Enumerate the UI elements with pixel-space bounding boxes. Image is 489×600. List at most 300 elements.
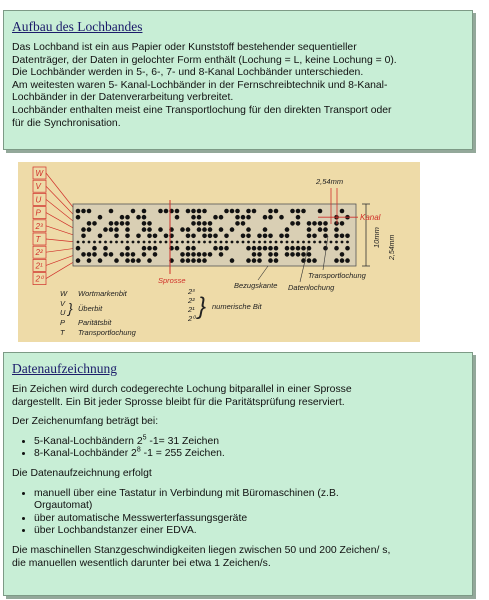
data-hole bbox=[274, 209, 279, 214]
transport-hole bbox=[291, 241, 294, 244]
transport-hole bbox=[198, 241, 201, 244]
data-hole bbox=[103, 252, 108, 257]
data-hole bbox=[175, 209, 180, 214]
data-hole bbox=[257, 258, 262, 263]
track-label: 2⁰ bbox=[35, 274, 44, 284]
data-hole bbox=[186, 227, 191, 232]
data-hole bbox=[197, 215, 202, 220]
data-hole bbox=[131, 258, 136, 263]
data-hole bbox=[219, 252, 224, 257]
data-hole bbox=[114, 227, 119, 232]
data-hole bbox=[268, 258, 273, 263]
transport-hole bbox=[264, 241, 267, 244]
data-hole bbox=[109, 227, 114, 232]
track-label: 2² bbox=[35, 248, 43, 258]
text-line: Die Lochbänder werden in 5-, 6-, 7- und 8-Kanal Lochbänder unterschieden. bbox=[12, 67, 364, 79]
paragraph bbox=[12, 468, 464, 481]
text-line: Lochbänder enthalten meist eine Transportlochung für den direkten Transport oder bbox=[12, 104, 392, 116]
track-label: U bbox=[35, 195, 42, 205]
transport-hole bbox=[236, 241, 239, 244]
transport-hole bbox=[220, 241, 223, 244]
data-hole bbox=[147, 258, 152, 263]
data-hole bbox=[98, 234, 103, 239]
data-hole bbox=[268, 246, 273, 251]
transport-hole bbox=[346, 241, 349, 244]
data-hole bbox=[120, 221, 125, 226]
data-hole bbox=[109, 252, 114, 257]
transport-hole bbox=[187, 241, 190, 244]
transport-hole bbox=[170, 241, 173, 244]
data-hole bbox=[120, 215, 125, 220]
data-hole bbox=[219, 246, 224, 251]
transport-hole bbox=[203, 241, 206, 244]
data-hole bbox=[263, 227, 268, 232]
data-hole bbox=[197, 252, 202, 257]
data-hole bbox=[197, 221, 202, 226]
data-hole bbox=[125, 246, 130, 251]
item-text: -1= 31 Zeichen bbox=[146, 435, 220, 447]
data-hole bbox=[323, 227, 328, 232]
transport-hole bbox=[286, 241, 289, 244]
bullet-list bbox=[12, 488, 464, 538]
data-hole bbox=[334, 258, 339, 263]
data-hole bbox=[208, 221, 213, 226]
exponent: 8 bbox=[136, 446, 141, 454]
legend-brace: } bbox=[68, 300, 73, 316]
data-hole bbox=[230, 209, 235, 214]
data-hole bbox=[224, 209, 229, 214]
pitch-side-label: 2,54mm bbox=[389, 234, 396, 260]
sprosse-label: Sprosse bbox=[158, 276, 186, 285]
data-hole bbox=[180, 227, 185, 232]
transport-hole bbox=[126, 241, 129, 244]
list-item bbox=[34, 448, 464, 461]
data-hole bbox=[202, 221, 207, 226]
data-hole bbox=[98, 215, 103, 220]
data-hole bbox=[98, 258, 103, 263]
data-hole bbox=[296, 209, 301, 214]
data-hole bbox=[186, 252, 191, 257]
data-hole bbox=[318, 227, 323, 232]
data-hole bbox=[186, 209, 191, 214]
data-hole bbox=[235, 221, 240, 226]
data-hole bbox=[180, 252, 185, 257]
data-hole bbox=[274, 252, 279, 257]
transport-hole bbox=[253, 241, 256, 244]
data-hole bbox=[87, 221, 92, 226]
data-hole bbox=[142, 252, 147, 257]
transport-hole bbox=[104, 241, 107, 244]
data-hole bbox=[323, 246, 328, 251]
data-hole bbox=[208, 227, 213, 232]
data-hole bbox=[191, 215, 196, 220]
data-hole bbox=[279, 234, 284, 239]
data-hole bbox=[334, 221, 339, 226]
text-line: Datenträger, der Daten in gelochter Form enthält (Lochung = L, keine Lochung = 0). bbox=[12, 54, 397, 66]
transport-hole bbox=[247, 241, 250, 244]
width-label: 10mm bbox=[372, 227, 381, 248]
bullet-list bbox=[12, 436, 464, 461]
data-hole bbox=[296, 215, 301, 220]
data-hole bbox=[252, 252, 257, 257]
data-hole bbox=[246, 209, 251, 214]
data-hole bbox=[246, 246, 251, 251]
data-hole bbox=[164, 209, 169, 214]
track-label: T bbox=[35, 235, 41, 244]
data-hole bbox=[301, 246, 306, 251]
transport-hole bbox=[121, 241, 124, 244]
item-text: Orgautomat) bbox=[34, 500, 93, 512]
data-hole bbox=[246, 258, 251, 263]
transport-hole bbox=[269, 241, 272, 244]
transport-hole bbox=[341, 241, 344, 244]
data-hole bbox=[76, 258, 81, 263]
text-line: Der Zeichenumfang beträgt bei: bbox=[12, 416, 159, 428]
data-hole bbox=[164, 234, 169, 239]
data-hole bbox=[142, 209, 147, 214]
item-text: • manuell über eine Tastatur in Verbindung mit Büromaschinen (z.B. bbox=[34, 487, 339, 499]
data-hole bbox=[290, 209, 295, 214]
data-hole bbox=[334, 227, 339, 232]
data-hole bbox=[285, 234, 290, 239]
data-hole bbox=[290, 221, 295, 226]
data-hole bbox=[92, 252, 97, 257]
data-hole bbox=[257, 234, 262, 239]
transport-hole bbox=[225, 241, 228, 244]
transport-hole bbox=[302, 241, 305, 244]
data-hole bbox=[191, 221, 196, 226]
data-hole bbox=[125, 221, 130, 226]
data-hole bbox=[307, 227, 312, 232]
data-hole bbox=[109, 209, 114, 214]
transport-hole bbox=[110, 241, 113, 244]
data-hole bbox=[235, 215, 240, 220]
data-hole bbox=[296, 252, 301, 257]
paragraph bbox=[12, 545, 464, 570]
pitch-top-label: 2,54mm bbox=[316, 177, 344, 186]
text-line: die manuellen wesentlich darunter bei etwa 1 Zeichen/s. bbox=[12, 557, 271, 569]
data-hole bbox=[323, 221, 328, 226]
data-hole bbox=[191, 234, 196, 239]
data-hole bbox=[142, 227, 147, 232]
data-hole bbox=[252, 246, 257, 251]
data-hole bbox=[125, 227, 130, 232]
data-hole bbox=[241, 215, 246, 220]
transport-hole bbox=[143, 241, 146, 244]
item-text: -1 = 255 Zeichen. bbox=[140, 448, 225, 460]
data-hole bbox=[147, 221, 152, 226]
track-label: V bbox=[35, 182, 41, 192]
data-hole bbox=[246, 234, 251, 239]
data-hole bbox=[219, 215, 224, 220]
transport-hole bbox=[275, 241, 278, 244]
transport-hole bbox=[82, 241, 85, 244]
data-hole bbox=[87, 209, 92, 214]
data-hole bbox=[235, 209, 240, 214]
data-hole bbox=[76, 246, 81, 251]
transport-hole bbox=[165, 241, 168, 244]
data-hole bbox=[136, 215, 141, 220]
data-hole bbox=[197, 209, 202, 214]
data-hole bbox=[307, 234, 312, 239]
transport-hole bbox=[297, 241, 300, 244]
text-line: für die Synchronisation. bbox=[12, 117, 121, 129]
data-hole bbox=[125, 215, 130, 220]
data-hole bbox=[268, 215, 273, 220]
item-text: 5-Kanal-Lochbändern 2 bbox=[34, 435, 143, 447]
data-hole bbox=[76, 209, 81, 214]
text-line: Am weitesten waren 5- Kanal-Lochbänder in der Fernschreibtechnik und 8-Kanal- bbox=[12, 79, 388, 91]
data-hole bbox=[285, 227, 290, 232]
legend-brace: } bbox=[198, 293, 207, 320]
legend-text: Paritätsbit bbox=[78, 318, 112, 327]
data-hole bbox=[340, 252, 345, 257]
data-hole bbox=[246, 215, 251, 220]
section-title: Datenaufzeichnung bbox=[12, 361, 117, 376]
data-hole bbox=[131, 252, 136, 257]
text-line: Lochbänder in der Datenverarbeitung verbreitet. bbox=[12, 92, 234, 104]
data-hole bbox=[263, 246, 268, 251]
data-hole bbox=[230, 227, 235, 232]
data-hole bbox=[208, 234, 213, 239]
data-hole bbox=[131, 209, 136, 214]
data-hole bbox=[87, 227, 92, 232]
data-hole bbox=[246, 227, 251, 232]
data-hole bbox=[120, 252, 125, 257]
transport-hole bbox=[324, 241, 327, 244]
data-hole bbox=[175, 246, 180, 251]
data-hole bbox=[202, 252, 207, 257]
data-hole bbox=[290, 252, 295, 257]
transport-hole bbox=[77, 241, 80, 244]
list-item bbox=[34, 525, 464, 538]
data-hole bbox=[340, 209, 345, 214]
legend-key: 2³ bbox=[188, 287, 195, 296]
data-hole bbox=[268, 252, 273, 257]
item-text: über automatische Messwerterfassungsgeräte bbox=[34, 512, 248, 524]
data-hole bbox=[230, 258, 235, 263]
data-hole bbox=[92, 221, 97, 226]
data-hole bbox=[340, 258, 345, 263]
data-hole bbox=[307, 221, 312, 226]
list-item bbox=[34, 488, 464, 513]
data-hole bbox=[191, 246, 196, 251]
transport-hole bbox=[115, 241, 118, 244]
data-hole bbox=[334, 246, 339, 251]
data-hole bbox=[81, 252, 86, 257]
data-hole bbox=[252, 258, 257, 263]
punched-tape-diagram bbox=[18, 162, 420, 342]
data-hole bbox=[257, 252, 262, 257]
paragraph bbox=[12, 416, 464, 429]
track-label: 2¹ bbox=[35, 261, 43, 271]
data-hole bbox=[125, 252, 130, 257]
item-text: über Lochbandstanzer einer EDVA. bbox=[34, 525, 197, 537]
legend-key: V bbox=[60, 299, 66, 308]
data-hole bbox=[81, 227, 86, 232]
data-hole bbox=[202, 234, 207, 239]
data-hole bbox=[224, 234, 229, 239]
data-hole bbox=[191, 258, 196, 263]
data-hole bbox=[180, 258, 185, 263]
transport-hole bbox=[280, 241, 283, 244]
data-hole bbox=[307, 252, 312, 257]
transport-hole bbox=[176, 241, 179, 244]
data-hole bbox=[81, 234, 86, 239]
data-hole bbox=[202, 209, 207, 214]
data-hole bbox=[268, 209, 273, 214]
legend-text: Transportlochung bbox=[78, 328, 136, 337]
data-hole bbox=[263, 234, 268, 239]
legend-key: U bbox=[60, 308, 66, 317]
data-hole bbox=[274, 246, 279, 251]
data-hole bbox=[136, 258, 141, 263]
data-hole bbox=[334, 234, 339, 239]
data-hole bbox=[103, 246, 108, 251]
transport-hole bbox=[192, 241, 195, 244]
data-hole bbox=[147, 234, 152, 239]
bezugskante-label: Bezugskante bbox=[234, 281, 278, 290]
track-label: 2³ bbox=[35, 221, 43, 231]
kanal-label: Kanal bbox=[360, 213, 381, 222]
transport-hole bbox=[181, 241, 184, 244]
data-hole bbox=[318, 221, 323, 226]
data-hole bbox=[285, 252, 290, 257]
data-hole bbox=[109, 221, 114, 226]
transportlochung-label: Transportlochung bbox=[308, 271, 366, 280]
data-hole bbox=[340, 234, 345, 239]
data-hole bbox=[153, 252, 158, 257]
legend-key: 2⁰ bbox=[188, 314, 196, 323]
data-hole bbox=[114, 234, 119, 239]
item-text: 8-Kanal-Lochbänder 2 bbox=[34, 448, 137, 460]
data-hole bbox=[202, 227, 207, 232]
data-hole bbox=[296, 221, 301, 226]
legend-key: P bbox=[60, 318, 66, 327]
data-hole bbox=[142, 215, 147, 220]
text-line: Ein Zeichen wird durch codegerechte Lochung bitparallel in einer Sprosse bbox=[12, 384, 352, 395]
track-label: P bbox=[35, 208, 41, 218]
data-hole bbox=[213, 246, 218, 251]
data-hole bbox=[213, 234, 218, 239]
data-hole bbox=[87, 258, 92, 263]
data-hole bbox=[158, 227, 163, 232]
data-hole bbox=[191, 252, 196, 257]
data-hole bbox=[318, 209, 323, 214]
data-hole bbox=[125, 258, 130, 263]
legend-text: Überbit bbox=[78, 304, 103, 313]
data-hole bbox=[241, 221, 246, 226]
data-hole bbox=[345, 246, 350, 251]
transport-hole bbox=[209, 241, 212, 244]
data-hole bbox=[219, 227, 224, 232]
data-hole bbox=[285, 246, 290, 251]
legend-key: 2² bbox=[188, 296, 195, 305]
data-hole bbox=[263, 215, 268, 220]
data-hole bbox=[92, 246, 97, 251]
data-hole bbox=[257, 246, 262, 251]
data-hole bbox=[197, 227, 202, 232]
data-hole bbox=[213, 215, 218, 220]
list-item bbox=[34, 513, 464, 526]
section-datenaufzeichnung bbox=[3, 352, 473, 596]
data-hole bbox=[175, 215, 180, 220]
data-hole bbox=[87, 252, 92, 257]
data-hole bbox=[153, 246, 158, 251]
transport-hole bbox=[214, 241, 217, 244]
transport-hole bbox=[319, 241, 322, 244]
exponent: 5 bbox=[142, 434, 147, 442]
list-item bbox=[34, 436, 464, 449]
data-hole bbox=[76, 215, 81, 220]
transport-hole bbox=[132, 241, 135, 244]
data-hole bbox=[323, 234, 328, 239]
paragraph bbox=[12, 384, 464, 409]
text-line: dargestellt. Ein Bit jeder Sprosse bleibt für die Paritätsprüfung reserviert. bbox=[12, 396, 345, 408]
transport-hole bbox=[88, 241, 91, 244]
data-hole bbox=[208, 252, 213, 257]
data-hole bbox=[301, 209, 306, 214]
transport-hole bbox=[99, 241, 102, 244]
transport-hole bbox=[154, 241, 157, 244]
data-hole bbox=[103, 227, 108, 232]
data-hole bbox=[81, 209, 86, 214]
text-line: Die maschinellen Stanzgeschwindigkeiten liegen zwischen 50 und 200 Zeichen/ s, bbox=[12, 544, 391, 556]
data-hole bbox=[312, 258, 317, 263]
data-hole bbox=[224, 246, 229, 251]
data-hole bbox=[279, 215, 284, 220]
data-hole bbox=[301, 252, 306, 257]
transport-hole bbox=[308, 241, 311, 244]
data-hole bbox=[268, 234, 273, 239]
data-hole bbox=[274, 258, 279, 263]
data-hole bbox=[307, 258, 312, 263]
data-hole bbox=[290, 246, 295, 251]
transport-hole bbox=[313, 241, 316, 244]
data-hole bbox=[345, 234, 350, 239]
transport-hole bbox=[335, 241, 338, 244]
datenlochung-label: Datenlochung bbox=[288, 283, 335, 292]
transport-hole bbox=[258, 241, 261, 244]
data-hole bbox=[252, 209, 257, 214]
legend-key: W bbox=[60, 289, 68, 298]
data-hole bbox=[296, 246, 301, 251]
data-hole bbox=[147, 246, 152, 251]
data-hole bbox=[186, 234, 191, 239]
data-hole bbox=[191, 209, 196, 214]
data-hole bbox=[186, 258, 191, 263]
data-hole bbox=[153, 234, 158, 239]
data-hole bbox=[142, 221, 147, 226]
transport-hole bbox=[231, 241, 234, 244]
track-label: W bbox=[35, 169, 44, 178]
section-lochband-structure bbox=[3, 10, 473, 150]
data-hole bbox=[114, 258, 119, 263]
data-hole bbox=[197, 258, 202, 263]
data-hole bbox=[312, 234, 317, 239]
data-hole bbox=[114, 221, 119, 226]
legend-text: numerische Bit bbox=[212, 302, 262, 311]
data-hole bbox=[125, 234, 130, 239]
transport-hole bbox=[242, 241, 245, 244]
data-hole bbox=[142, 246, 147, 251]
text-line: Die Datenaufzeichnung erfolgt bbox=[12, 467, 152, 479]
transport-hole bbox=[159, 241, 162, 244]
data-hole bbox=[147, 227, 152, 232]
transport-hole bbox=[148, 241, 151, 244]
section-title: Aufbau des Lochbandes bbox=[12, 19, 143, 34]
transport-hole bbox=[137, 241, 140, 244]
